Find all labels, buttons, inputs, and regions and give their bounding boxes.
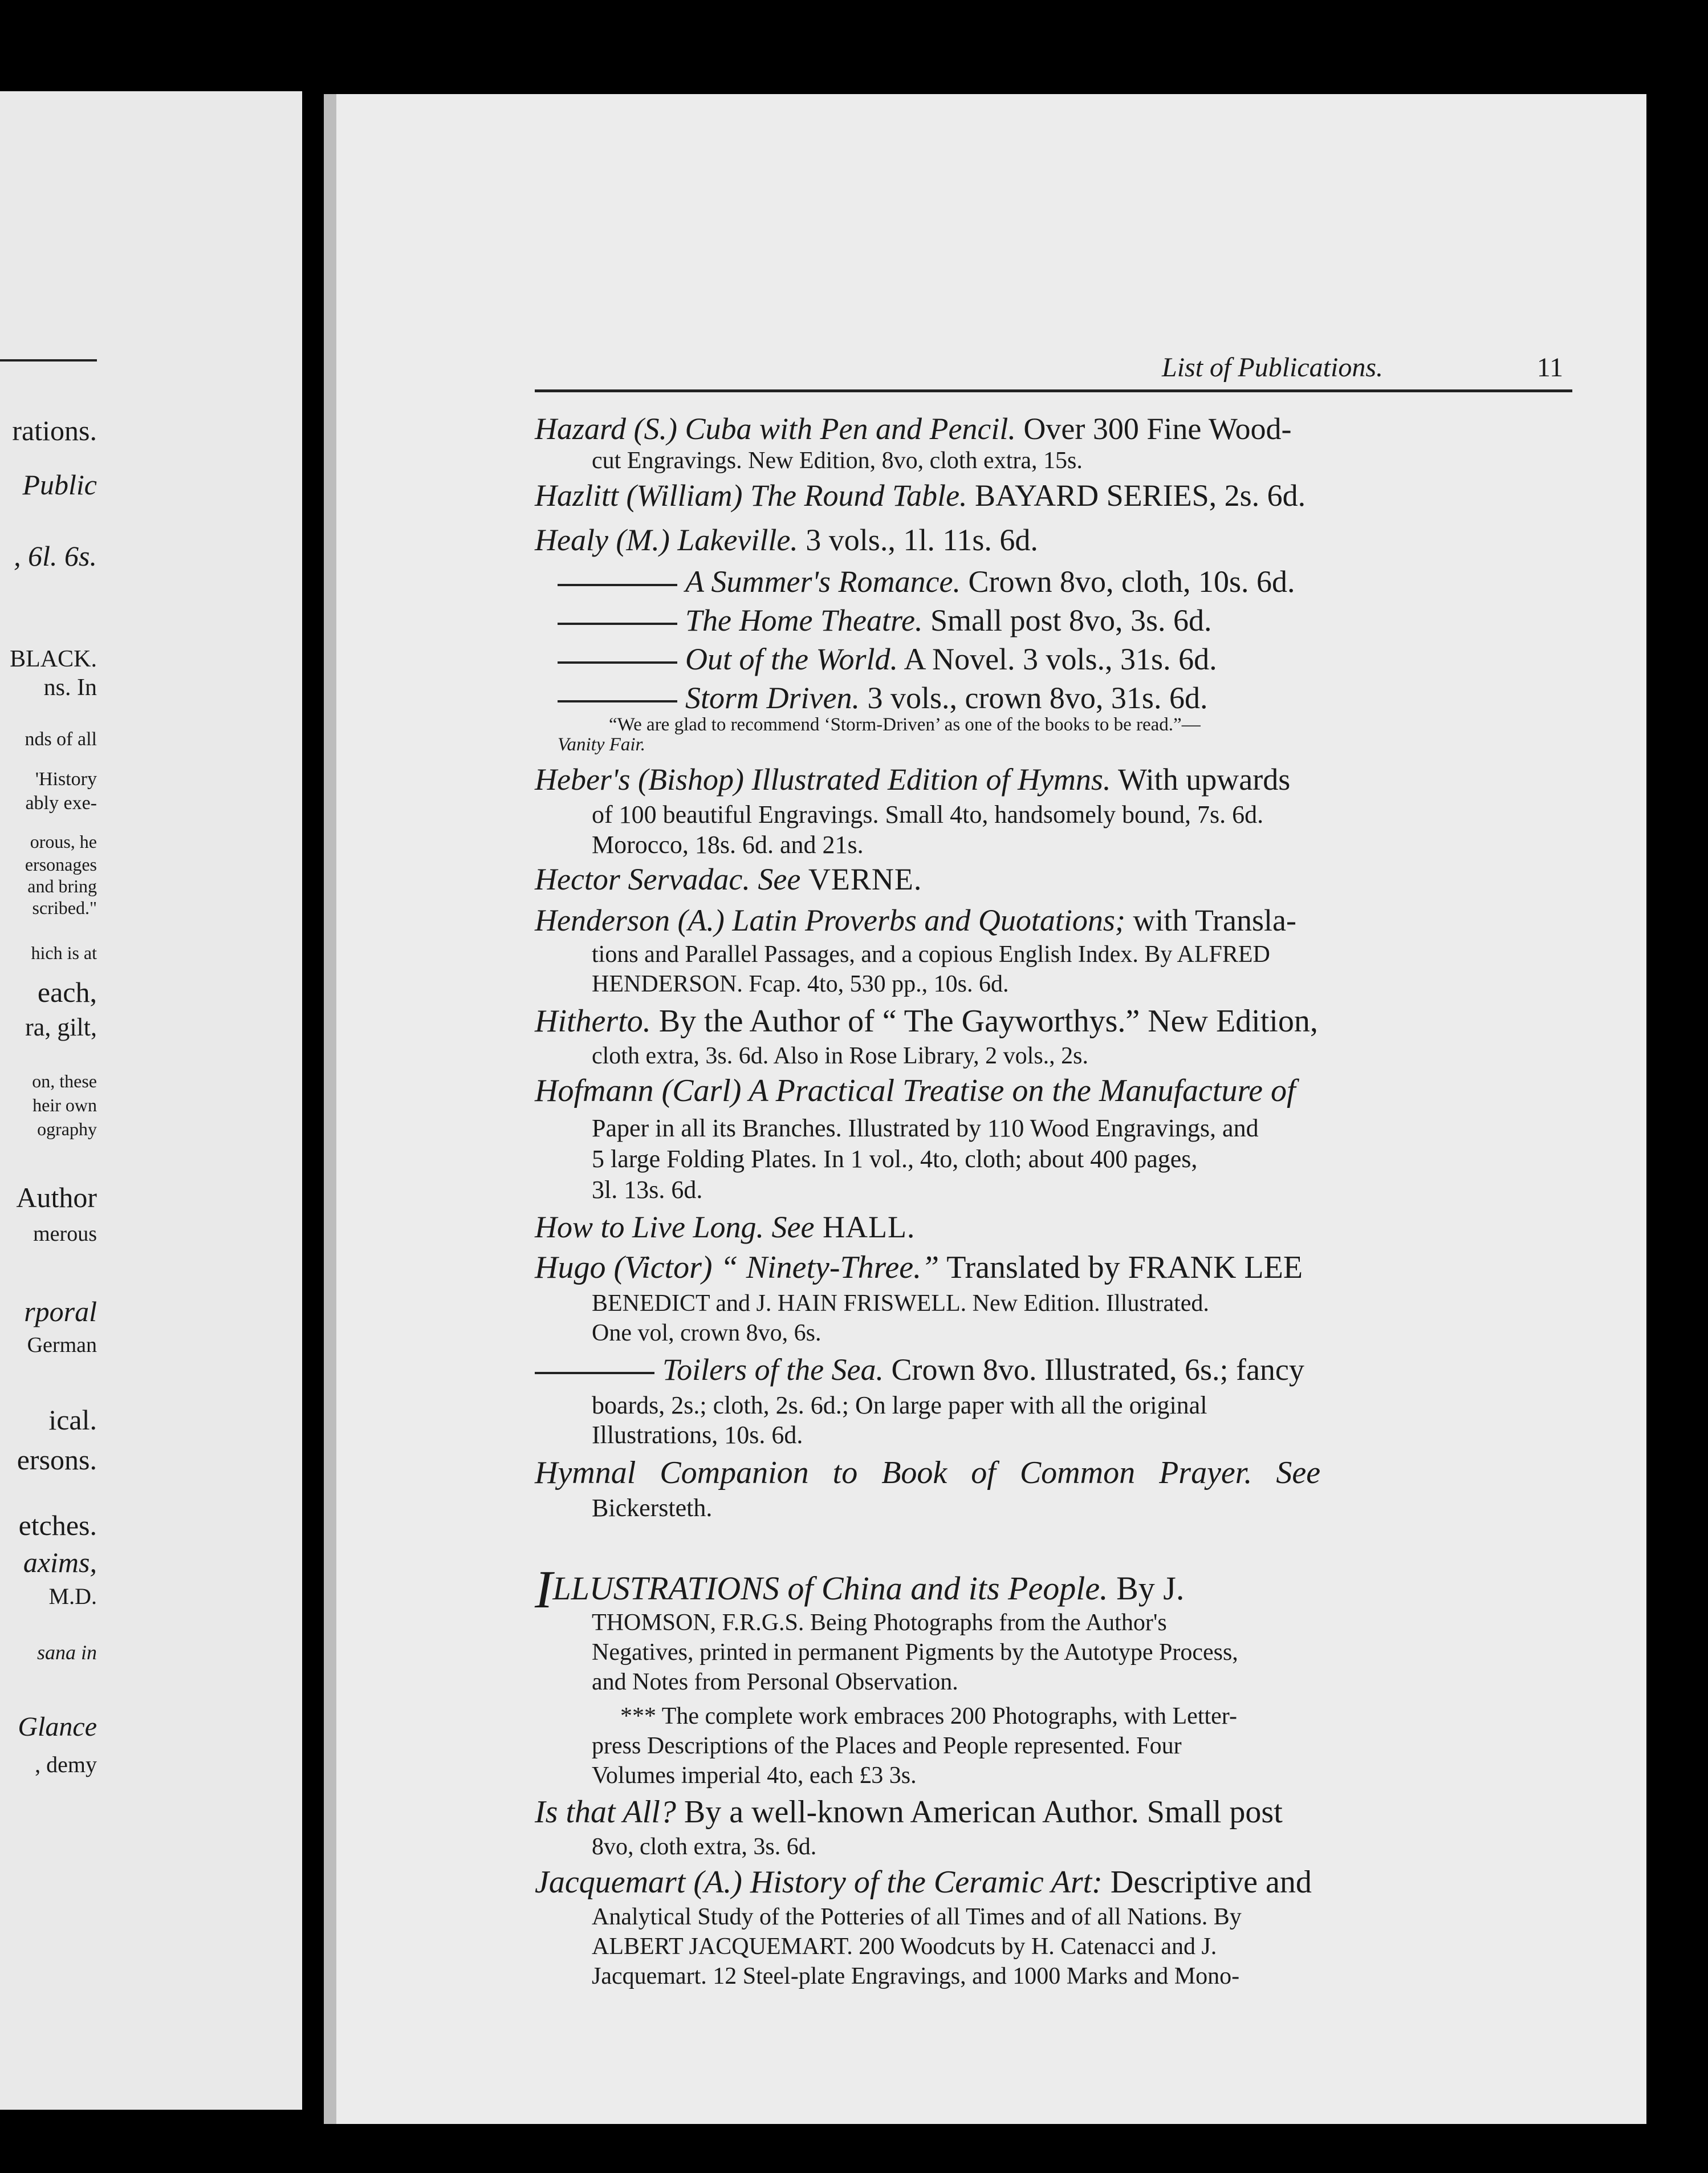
entry-heading-line: Henderson (A.) Latin Proverbs and Quotations; with Transla-	[535, 903, 1296, 937]
left-fragment: merous	[33, 1222, 97, 1246]
entry-heading-line: Healy (M.) Lakeville. 3 vols., 1l. 11s. 6d.	[535, 523, 1038, 557]
entry-text-line: cut Engravings. New Edition, 8vo, cloth extra, 15s.	[592, 448, 1083, 474]
left-fragment: etches.	[18, 1509, 97, 1541]
entry-heading-line: ILLUSTRATIONS of China and its People. By J.	[535, 1560, 1185, 1619]
entry-dash-line: Out of the World. A Novel. 3 vols., 31s. 6d.	[558, 644, 1217, 675]
left-fragment: axims,	[23, 1546, 97, 1578]
entry-heading-line: Hymnal Companion to Book of Common Prayer. See	[535, 1455, 1321, 1490]
left-fragment: ably exe-	[25, 793, 97, 814]
left-fragment: ersons.	[17, 1444, 97, 1476]
entry-note-line: Volumes imperial 4to, each £3 3s.	[592, 1762, 917, 1789]
left-fragment: ography	[37, 1119, 97, 1139]
ditto-dash	[558, 700, 677, 702]
entry-dash-line: Storm Driven. 3 vols., crown 8vo, 31s. 6d.	[558, 683, 1207, 713]
review-source: Vanity Fair.	[558, 734, 645, 755]
left-fragment: ersonages	[25, 854, 97, 875]
entry-heading-line: Hector Servadac. See VERNE.	[535, 862, 922, 896]
entry-dash-line: A Summer's Romance. Crown 8vo, cloth, 10s. 6d.	[558, 566, 1295, 597]
left-fragment: M.D.	[48, 1583, 97, 1609]
page-title: List of Publications.	[1162, 352, 1384, 383]
entry-text-line: cloth extra, 3s. 6d. Also in Rose Library, 2 vols., 2s.	[592, 1043, 1089, 1069]
book-page	[324, 94, 1646, 2124]
left-fragment: nds of all	[25, 729, 97, 750]
left-fragment: and bring	[27, 876, 97, 896]
left-fragment: Author	[16, 1181, 97, 1213]
left-fragment: BLACK.	[10, 646, 97, 672]
left-fragment: rations.	[12, 415, 97, 446]
ditto-dash	[558, 584, 677, 586]
entry-note-line: press Descriptions of the Places and People represented. Four	[592, 1733, 1182, 1759]
entry-text-line: One vol, crown 8vo, 6s.	[592, 1320, 822, 1346]
left-fragment: ical.	[48, 1404, 97, 1436]
entry-text-line: of 100 beautiful Engravings. Small 4to, handsomely bound, 7s. 6d.	[592, 801, 1264, 828]
entry-heading-line: Hugo (Victor) “ Ninety-Three.” Translated by FRANK LEE	[535, 1250, 1303, 1285]
entry-text-line: tions and Parallel Passages, and a copious English Index. By ALFRED	[592, 941, 1270, 968]
entry-text-line: 5 large Folding Plates. In 1 vol., 4to, cloth; about 400 pages,	[592, 1145, 1198, 1173]
left-page-rule	[0, 359, 97, 362]
left-fragment: Public	[22, 469, 97, 501]
entry-text-line: Analytical Study of the Potteries of all Times and of all Nations. By	[592, 1904, 1242, 1930]
running-header	[535, 338, 1572, 392]
entry-text-line: 8vo, cloth extra, 3s. 6d.	[592, 1834, 817, 1860]
entry-text-line: Jacquemart. 12 Steel-plate Engravings, and 1000 Marks and Mono-	[592, 1963, 1240, 1989]
drop-initial: I	[535, 1560, 553, 1619]
entry-note-line: *** The complete work embraces 200 Photographs, with Letter-	[620, 1703, 1237, 1729]
entry-text-line: HENDERSON. Fcap. 4to, 530 pp., 10s. 6d.	[592, 971, 1009, 997]
entry-heading-line: Heber's (Bishop) Illustrated Edition of Hymns. With upwards	[535, 762, 1291, 797]
left-fragment: on, these	[32, 1071, 97, 1091]
left-fragment: sana in	[36, 1641, 97, 1664]
left-fragment: heir own	[32, 1095, 97, 1115]
entry-dash-line: The Home Theatre. Small post 8vo, 3s. 6d.	[558, 605, 1212, 636]
ditto-dash	[558, 623, 677, 625]
entry-text-line: boards, 2s.; cloth, 2s. 6d.; On large paper with all the original	[592, 1391, 1207, 1419]
left-fragment: orous, he	[30, 831, 97, 852]
entry-text-line: 3l. 13s. 6d.	[592, 1176, 703, 1204]
entry-text-line: THOMSON, F.R.G.S. Being Photographs from the Author's	[592, 1610, 1167, 1636]
left-fragment: hich is at	[31, 943, 97, 963]
page-number: 11	[1536, 352, 1563, 383]
entry-text-line: Paper in all its Branches. Illustrated by 110 Wood Engravings, and	[592, 1114, 1259, 1142]
entry-heading-line: Hofmann (Carl) A Practical Treatise on the Manufacture of	[535, 1073, 1296, 1108]
left-fragment: Glance	[18, 1712, 97, 1742]
entry-heading-line: Hitherto. By the Author of “ The Gayworthys.” New Edition,	[535, 1004, 1318, 1039]
left-fragment: , demy	[35, 1752, 97, 1777]
entry-heading-line: Jacquemart (A.) History of the Ceramic Art: Descriptive and	[535, 1865, 1312, 1900]
entry-text-line: Illustrations, 10s. 6d.	[592, 1421, 803, 1449]
entry-text-line: Morocco, 18s. 6d. and 21s.	[592, 831, 864, 859]
review-quote: “We are glad to recommend ‘Storm-Driven’ as one of the books to be read.”—	[609, 714, 1201, 735]
ditto-dash	[558, 661, 677, 664]
left-fragment: ns. In	[43, 675, 97, 701]
left-fragment: , 6l. 6s.	[14, 540, 97, 572]
entry-heading-line: Is that All? By a well-known American Author. Small post	[535, 1794, 1283, 1830]
entry-heading-line: How to Live Long. See HALL.	[535, 1210, 916, 1244]
left-fragment: German	[27, 1333, 97, 1357]
entry-text-line: and Notes from Personal Observation.	[592, 1669, 958, 1695]
entry-heading-line: Hazard (S.) Cuba with Pen and Pencil. Over 300 Fine Wood-	[535, 412, 1292, 446]
entry-text-line: Bickersteth.	[592, 1494, 713, 1522]
left-fragment: rporal	[24, 1295, 97, 1327]
entry-text-line: BENEDICT and J. HAIN FRISWELL. New Edition. Illustrated.	[592, 1290, 1209, 1317]
left-fragment: 'History	[35, 769, 97, 790]
ditto-dash	[535, 1372, 654, 1374]
left-fragment: scribed."	[32, 897, 97, 918]
left-page-fragment	[0, 91, 302, 2110]
left-fragment: each,	[37, 976, 97, 1008]
entry-heading-line: Hazlitt (William) The Round Table. BAYARD SERIES, 2s. 6d.	[535, 478, 1306, 513]
entry-text-line: Negatives, printed in permanent Pigments by the Autotype Process,	[592, 1639, 1238, 1666]
entry-text-line: ALBERT JACQUEMART. 200 Woodcuts by H. Catenacci and J.	[592, 1934, 1217, 1960]
entry-dash-line: Toilers of the Sea. Crown 8vo. Illustrated, 6s.; fancy	[535, 1354, 1304, 1385]
left-fragment: ra, gilt,	[25, 1013, 97, 1041]
